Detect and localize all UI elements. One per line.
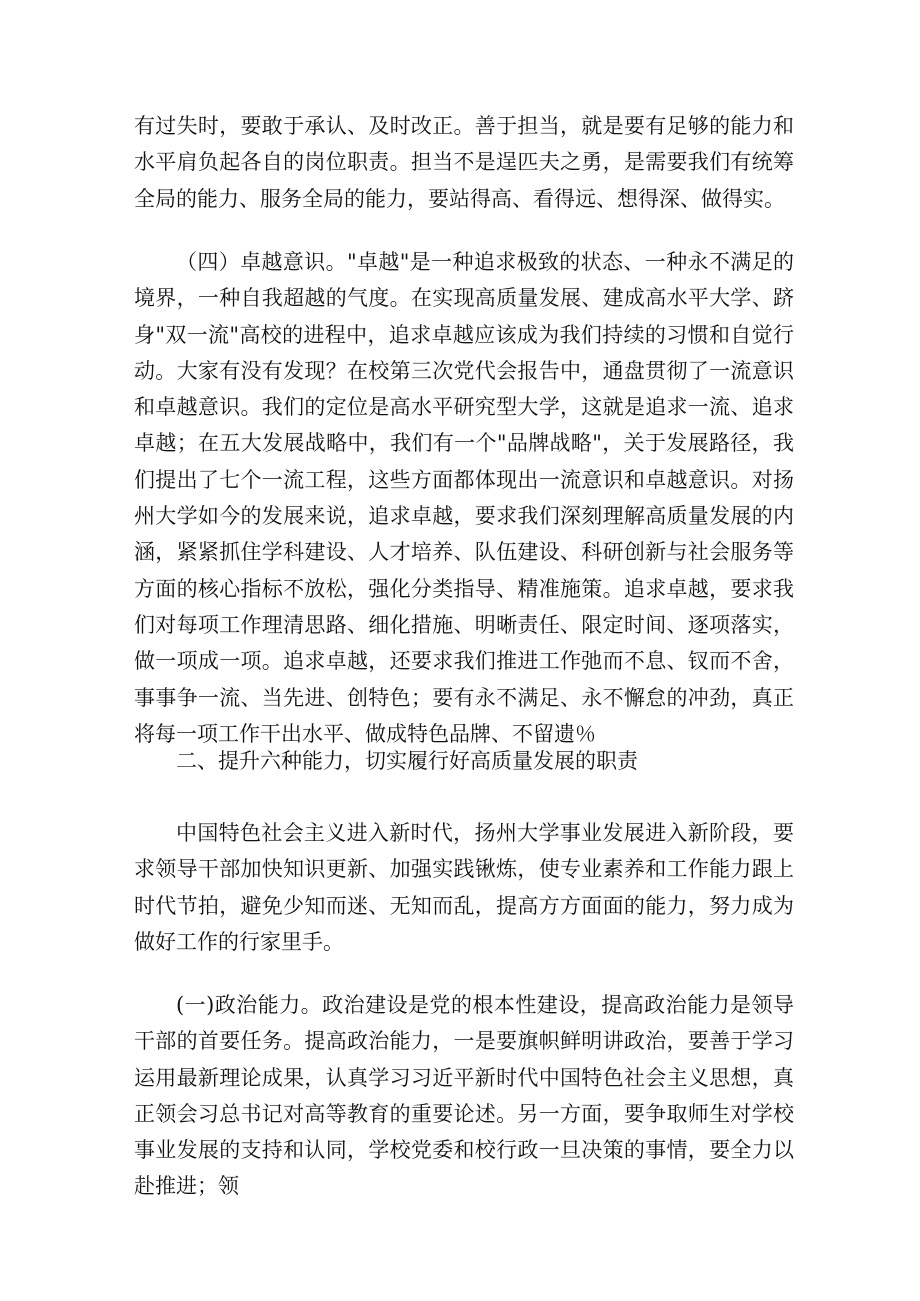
paragraph-political-ability: (一)政治能力。政治建设是党的根本性建设，提高政治能力是领导干部的首要任务。提高政治能力，一是要旗帜鲜明讲政治，要善于学习运用最新理论成果，认真学习习近平新时代中国特色社会主义思想，真正领会习总书记对高等教育的重要论述。另一方面，要争取师生对学校事业发展的支持和认同，学校党委和校行政一旦决策的事情，要全力以赴推进；领 (134, 993, 794, 1199)
paragraph-excellence-awareness: （四）卓越意识。"卓越"是一种追求极致的状态、一种永不满足的境界，一种自我超越的气度。在实现高质量发展、建成高水平大学、跻身"双一流"高校的进程中，追求卓越应该成为我们持续的习惯和自觉行动。大家有没有发现？在校第三次党代会报告中，通盘贯彻了一流意识和卓越意识。我们的定位是高水平研究型大学，这就是追求一流、追求卓越；在五大发展战略中，我们有一个"品牌战略"，关于发展路径，我们提出了七个一流工程，这些方面都体现出一流意识和卓越意识。对扬州大学如今的发展来说，追求卓越，要求我们深刻理解高质量发展的内涵，紧紧抓住学科建设、人才培养、队伍建设、科研创新与社会服务等方面的核心指标不放松，强化分类指导、精准施策。追求卓越，要求我们对每项工作理清思路、细化措施、明晰责任、限定时间、逐项落实，做一项成一项。追求卓越，还要求我们推进工作弛而不息、钗而不舍，事事争一流、当先进、创特色；要有永不满足、永不懈怠的冲劲，真正将每一项工作干出水平、做成特色品牌、不留遗％ (134, 250, 794, 746)
section-heading-six-abilities: 二、提升六种能力，切实履行好高质量发展的职责 (176, 749, 638, 773)
paragraph-new-era: 中国特色社会主义进入新时代，扬州大学事业发展进入新阶段，要求领导干部加快知识更新、加强实践锹炼，使专业素养和工作能力跟上时代节拍，避免少知而迷、无知而乱，提高方方面面的能力，努力成为做好工作的行家里手。 (134, 821, 794, 954)
paragraph-responsibility-end: 有过失时，要敢于承认、及时改正。善于担当，就是要有足够的能力和水平肩负起各自的岗位职责。担当不是逞匹夫之勇，是需要我们有统筹全局的能力、服务全局的能力，要站得高、看得远、想得深、做得实。 (134, 114, 794, 211)
